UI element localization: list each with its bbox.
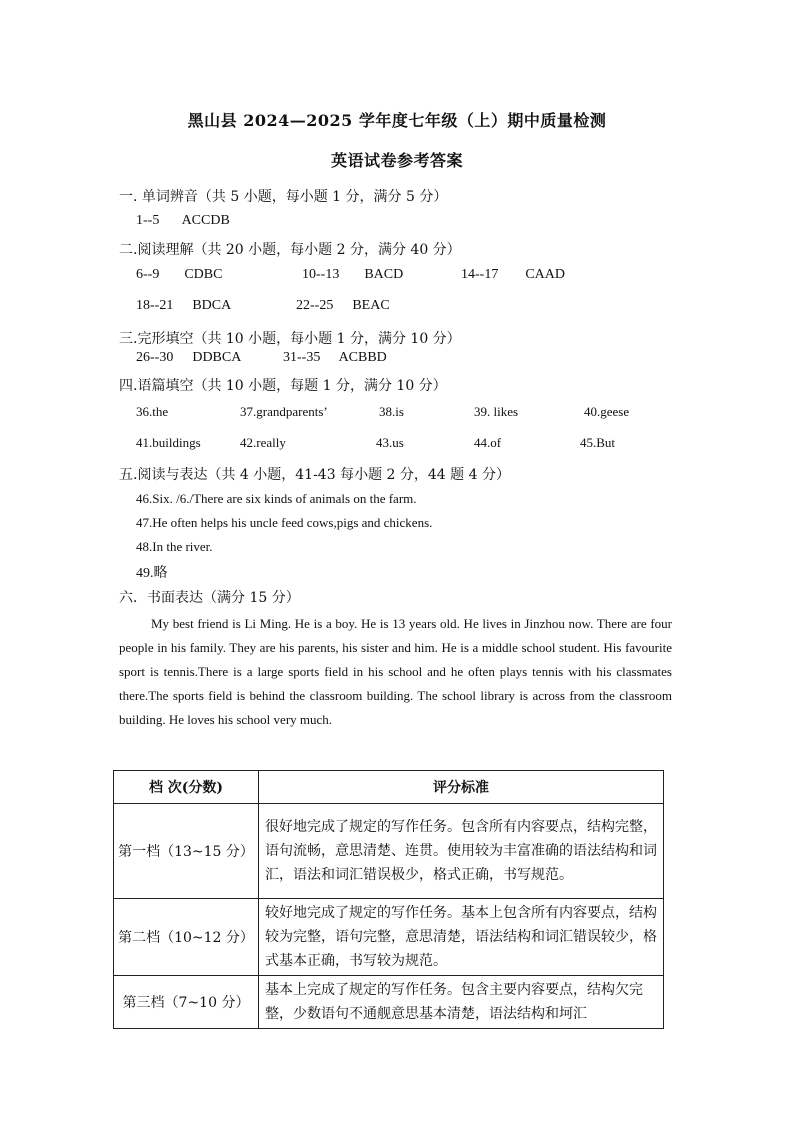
reading-answer: 47.He often helps his uncle feed cows,pigs and chickens.	[136, 515, 433, 530]
answer-group	[136, 350, 241, 366]
answer-range: 31--35	[283, 350, 321, 365]
answer-letters: ACCDB	[181, 213, 230, 228]
grade-criteria: 较好地完成了规定的写作任务。基本上包含所有内容要点，结构较为完整，语句完整，意思清楚，语法结构和词汇错误较少，格式基本正确，书写较为规范。	[259, 899, 664, 976]
section-heading-4: 四.语篇填空（共 10 小题，每题 1 分，满分 10 分）	[119, 378, 447, 394]
sample-essay: My best friend is Li Ming. He is a boy. He is 13 years old. He lives in Jinzhou now. There are four people in his family. They are his parents, his sister and him. He is a middle school student. His favourite sport is tennis.There is a large sports field in his school and he often plays tennis with his classmates there.The sports field is behind the classroom building. The school library is across from the classroom building. He loves his school very much.	[119, 616, 672, 727]
answer-letters: BACD	[364, 267, 404, 282]
answer-range: 10--13	[302, 267, 340, 282]
cloze-answer: 41.buildings	[136, 435, 201, 450]
answer-range: 22--25	[296, 298, 334, 313]
grade-level: 第三档（7~10 分）	[114, 976, 259, 1029]
table-row	[114, 899, 664, 976]
answer-letters: CDBC	[184, 267, 223, 282]
cloze-answer: 39. likes	[474, 404, 519, 419]
answer-letters: BDCA	[192, 298, 232, 313]
section-heading-1: 一. 单词辨音（共 5 小题，每小题 1 分，满分 5 分）	[119, 189, 448, 205]
answer-group	[302, 267, 403, 283]
section-heading-3: 三.完形填空（共 10 小题，每小题 1 分，满分 10 分）	[119, 331, 461, 347]
grade-criteria: 基本上完成了规定的写作任务。包含主要内容要点，结构欠完整，少数语句不通舰意思基本清楚，语法结构和坷汇	[259, 976, 664, 1029]
answer-range: 14--17	[461, 267, 499, 282]
page-subtitle: 英语试卷参考答案	[330, 151, 463, 170]
reading-answer: 48.In the river.	[136, 539, 213, 554]
cloze-answer: 36.the	[136, 404, 169, 419]
answer-range: 26--30	[136, 350, 174, 365]
answer-range: 6--9	[136, 267, 160, 282]
answer-letters: ACBBD	[338, 350, 387, 365]
column-header-level: 档 次(分数)	[114, 771, 259, 804]
table-row	[114, 804, 664, 899]
answer-letters: BEAC	[352, 298, 390, 313]
reading-answer: 46.Six. /6./There are six kinds of animals on the farm.	[136, 491, 417, 506]
table-header-row	[114, 771, 664, 804]
section-heading-6: 六．书面表达（满分 15 分）	[119, 590, 300, 606]
answer-letters: CAAD	[525, 267, 565, 282]
grading-table	[113, 770, 664, 1029]
grade-criteria: 很好地完成了规定的写作任务。包含所有内容要点，结构完整，语句流畅，意思清楚、连贯。使用较为丰富准确的语法结构和词汇，语法和词汇错误极少，格式正确，书写规范。	[259, 804, 664, 899]
answer-group	[136, 213, 230, 229]
cloze-answer: 45.But	[580, 435, 616, 450]
grade-level: 第一档（13~15 分）	[114, 804, 259, 899]
section-heading-5: 五.阅读与表达（共 4 小题，41-43 每小题 2 分，44 题 4 分）	[119, 467, 510, 483]
answer-letters: DDBCA	[192, 350, 242, 365]
answer-group	[296, 298, 390, 314]
table-row	[114, 976, 664, 1029]
cloze-answer: 37.grandparents’	[240, 404, 328, 419]
answer-group	[136, 298, 231, 314]
cloze-answer: 40.geese	[584, 404, 630, 419]
answer-group	[283, 350, 387, 366]
cloze-answer: 44.of	[474, 435, 502, 450]
section-heading-2: 二.阅读理解（共 20 小题，每小题 2 分，满分 40 分）	[119, 242, 461, 258]
column-header-criteria: 评分标准	[259, 771, 664, 804]
reading-answer: 49.略	[136, 566, 168, 581]
grade-level: 第二档（10~12 分）	[114, 899, 259, 976]
answer-group	[461, 267, 565, 283]
answer-range: 18--21	[136, 298, 174, 313]
answer-group	[136, 267, 222, 283]
cloze-answer: 38.is	[379, 404, 404, 419]
cloze-answer: 43.us	[376, 435, 404, 450]
answer-range: 1--5	[136, 213, 160, 228]
page-title: 黑山县 2024—2025 学年度七年级（上）期中质量检测	[187, 111, 607, 130]
cloze-answer: 42.really	[240, 435, 286, 450]
